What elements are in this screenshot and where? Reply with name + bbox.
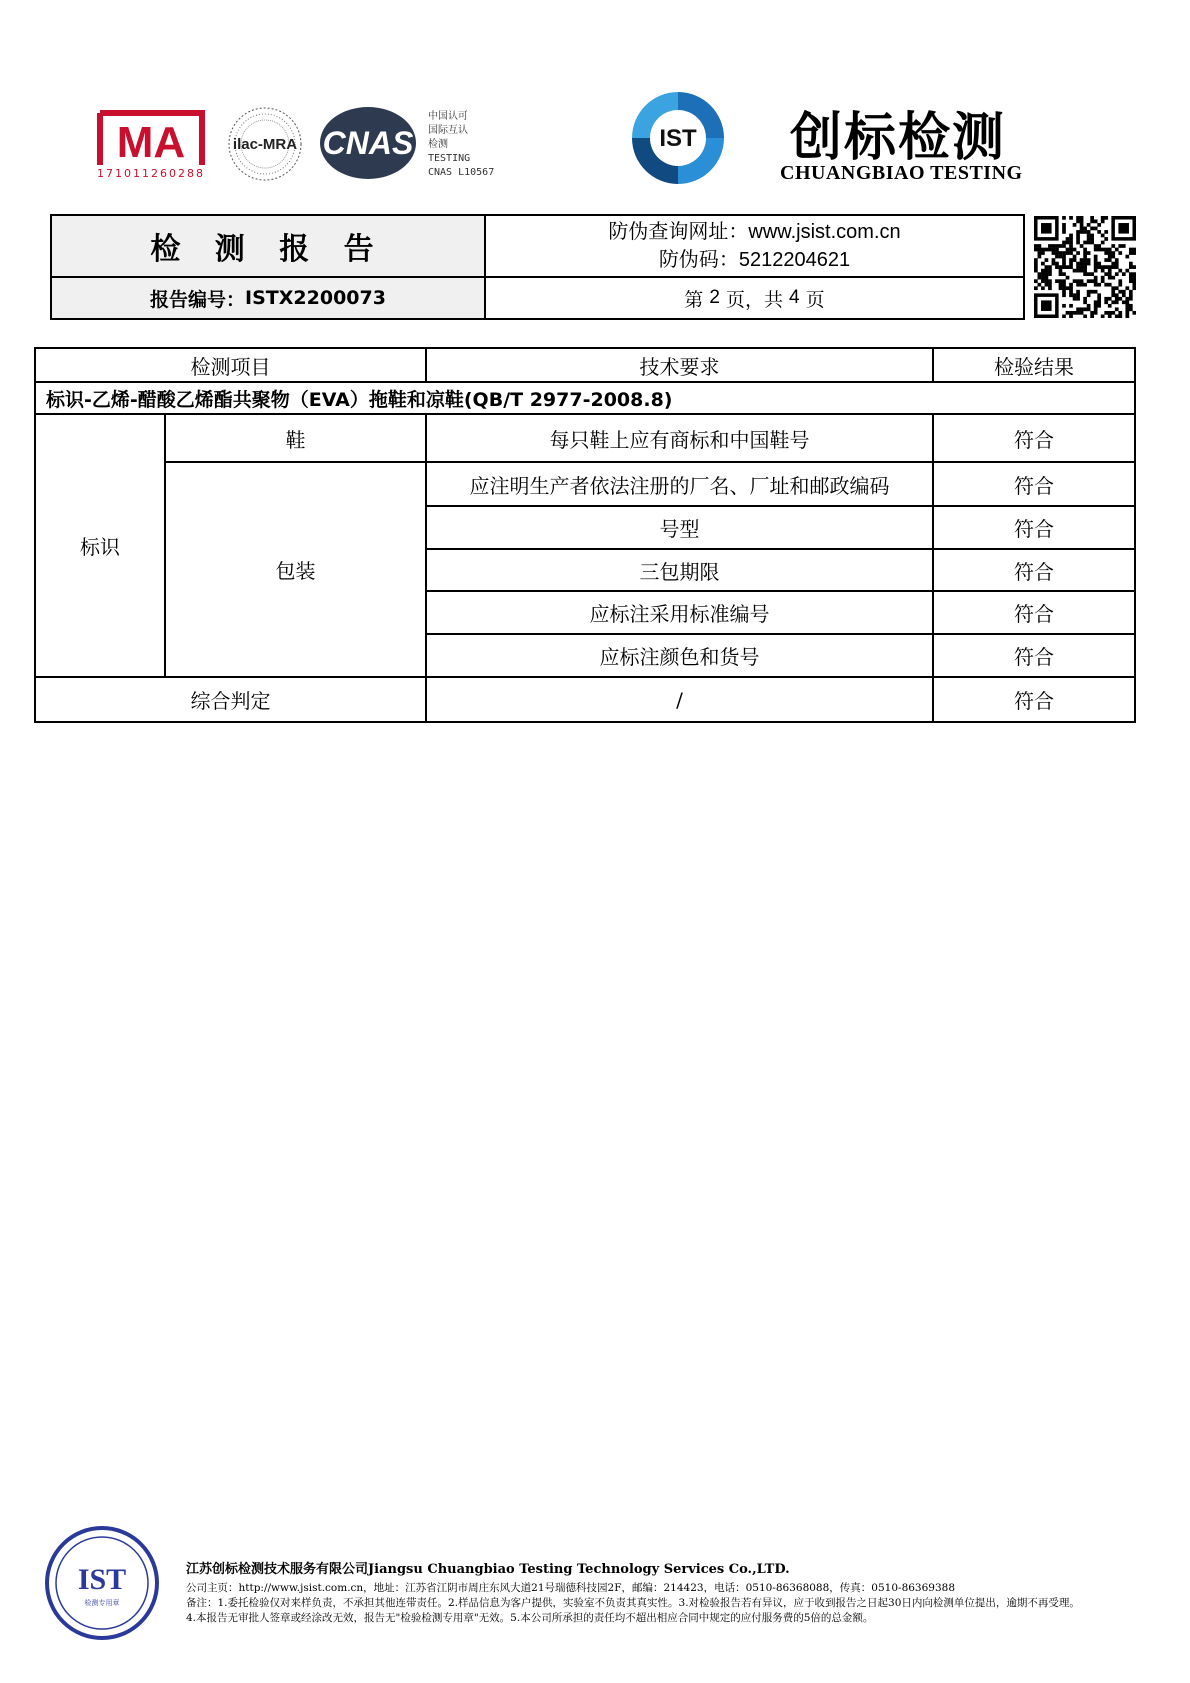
cnas-text: CNAS: [322, 125, 414, 161]
footer-company: 江苏创标检测技术服务有限公司Jiangsu Chuangbiao Testing Technology Services Co.,LTD.: [186, 1562, 790, 1577]
cnas-desc-line: 检测: [428, 139, 448, 150]
summary-requirement: /: [426, 677, 933, 722]
report-number-label: 报告编号：: [150, 288, 246, 311]
table-header-row: [35, 348, 1135, 382]
anti-counterfeit-info: [486, 216, 1023, 278]
ist-seal-stamp: [44, 1525, 160, 1641]
header-result: 检验结果: [933, 348, 1135, 382]
cnas-desc-line: 国际互认: [428, 125, 468, 136]
summary-label: 综合判定: [35, 677, 426, 722]
header-requirement: 技术要求: [426, 348, 933, 382]
requirement-cell: 号型: [426, 506, 933, 549]
requirement-cell: 应注明生产者依法注册的厂名、厂址和邮政编码: [426, 462, 933, 506]
requirement-cell: 应标注颜色和货号: [426, 634, 933, 677]
header-item: 检测项目: [35, 348, 426, 382]
result-cell: 符合: [933, 591, 1135, 634]
page-total: 4: [789, 287, 800, 308]
requirement-cell: 每只鞋上应有商标和中国鞋号: [426, 414, 933, 462]
footer-note: 4.本报告无审批人签章或经涂改无效，报告无"检验检测专用章"无效。5.本公司所承担的责任均不超出相应合同中规定的应付服务费的5倍的总金额。: [186, 1612, 874, 1624]
section-title: 标识-乙烯-醋酸乙烯酯共聚物（EVA）拖鞋和凉鞋(QB/T 2977-2008.8): [35, 382, 1135, 414]
page-pre: 第: [684, 288, 704, 311]
requirement-cell: 应标注采用标准编号: [426, 591, 933, 634]
footer-contact: 公司主页：http://www.jsist.com.cn，地址：江苏省江阴市周庄东风大道21号瑞德科技园2F，邮编：214423，电话：0510-86368088，传真：0510-86369388: [186, 1582, 956, 1594]
ist-logo-text: IST: [659, 125, 697, 152]
anti-code-line: [659, 246, 850, 274]
seal-text: IST: [77, 1563, 127, 1596]
result-cell: 符合: [933, 414, 1135, 462]
page-post: 页: [805, 288, 825, 311]
footer-note: 备注：1.委托检验仅对来样负责，不承担其他连带责任。2.样品信息为客户提供，实验室不负责其真实性。3.对检验报告若有异议，应于收到报告之日起30日内向检测单位提出，逾期不再受理。: [186, 1597, 1080, 1609]
inspection-table: [34, 347, 1136, 723]
seal-sub-text: 检测专用章: [84, 1599, 120, 1607]
footer: [186, 1558, 1166, 1626]
summary-row: [35, 677, 1135, 722]
svg-text:MA: MA: [116, 118, 186, 167]
sub-item-shoe: 鞋: [165, 414, 426, 462]
anti-code-label: 防伪码：: [658, 247, 739, 271]
report-header: [50, 214, 1025, 320]
group-label: 标识: [35, 414, 165, 677]
requirement-cell: 三包期限: [426, 549, 933, 591]
cnas-desc-line: CNAS L10567: [428, 167, 495, 178]
page-current: 2: [709, 287, 720, 308]
report-number: [52, 278, 486, 318]
page-mid: 页，共: [725, 288, 783, 311]
result-cell: 符合: [933, 506, 1135, 549]
table-row: [35, 414, 1135, 462]
result-cell: 符合: [933, 549, 1135, 591]
ilac-text: ilac-MRA: [232, 136, 298, 153]
ist-logo: [628, 88, 728, 188]
qr-code[interactable]: [1034, 216, 1136, 318]
ilac-mra-logo: [226, 105, 304, 183]
summary-result: 符合: [933, 677, 1135, 722]
anti-code: 5212204621: [738, 249, 851, 271]
table-row: [35, 462, 1135, 506]
brand-name-cn: 创标检测: [790, 107, 1007, 168]
section-row: [35, 382, 1135, 414]
brand-name-en: CHUANGBIAO TESTING: [780, 162, 1023, 184]
report-number-value: ISTX2200073: [245, 287, 386, 309]
page-indicator: [486, 278, 1023, 318]
result-cell: 符合: [933, 634, 1135, 677]
anti-url-line: [608, 218, 900, 246]
cnas-desc-line: 中国认可: [428, 111, 468, 122]
cma-logo: [92, 103, 210, 187]
sub-item-packaging: 包装: [165, 462, 426, 677]
cma-number: 171011260288: [97, 167, 205, 180]
cnas-desc-line: TESTING: [428, 153, 471, 164]
report-title: 检 测 报 告: [52, 216, 486, 278]
cnas-logo: [318, 105, 418, 181]
result-cell: 符合: [933, 462, 1135, 506]
anti-url-label: 防伪查询网址：: [608, 219, 749, 243]
cnas-description: [428, 110, 494, 180]
anti-url[interactable]: www.jsist.com.cn: [748, 221, 901, 243]
